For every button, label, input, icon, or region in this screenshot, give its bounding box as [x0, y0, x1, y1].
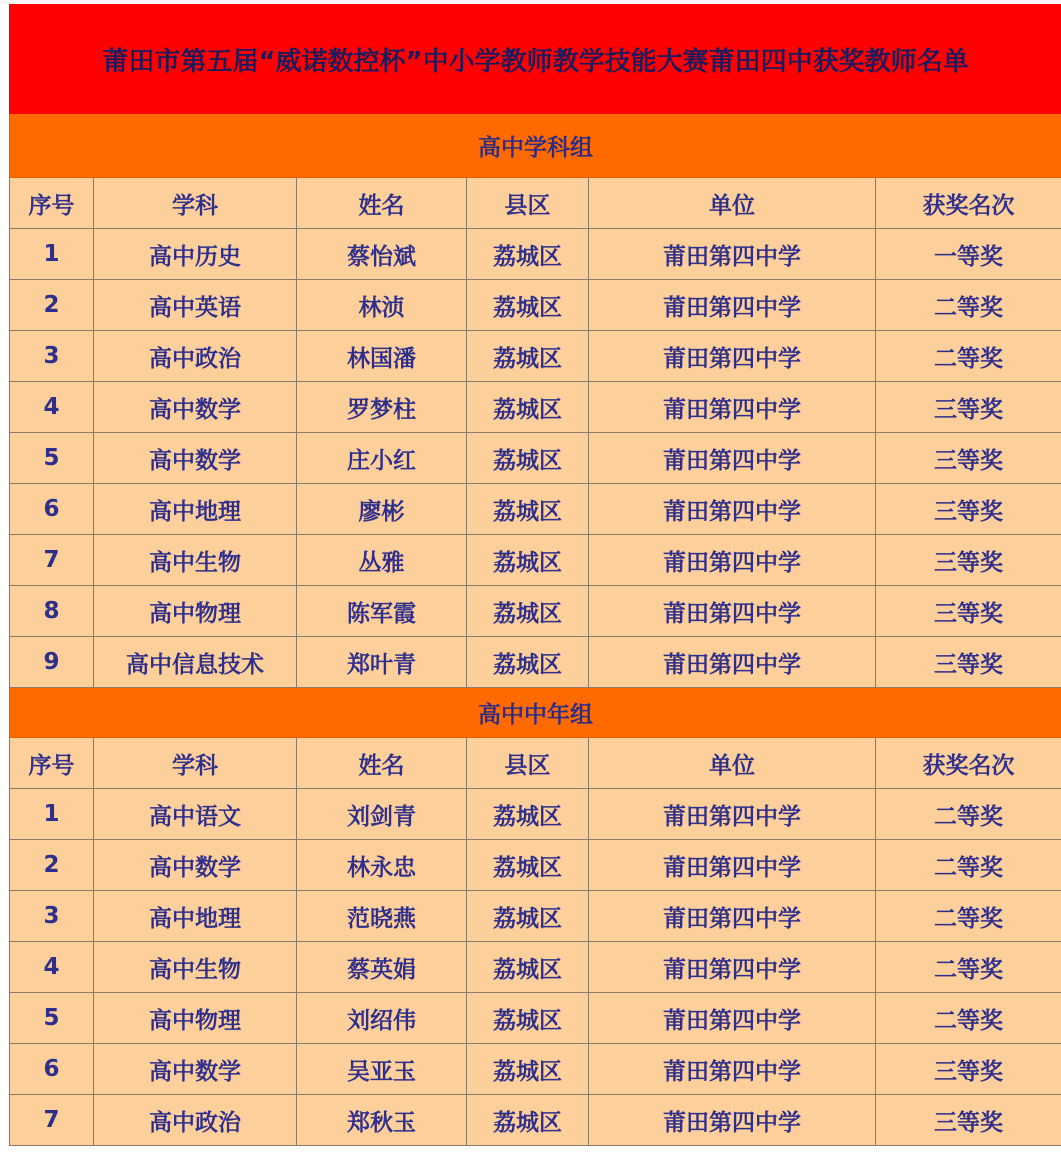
name-cell: 丛雅	[297, 535, 467, 586]
name-cell: 刘剑青	[297, 789, 467, 840]
district-cell: 荔城区	[467, 840, 589, 891]
award-cell: 二等奖	[876, 331, 1061, 382]
group-title: 高中学科组	[10, 114, 1061, 178]
award-table	[9, 4, 1061, 1146]
unit-cell: 莆田第四中学	[589, 1044, 876, 1095]
name-cell: 陈军霞	[297, 586, 467, 637]
index-cell: 3	[10, 331, 94, 382]
district-cell: 荔城区	[467, 433, 589, 484]
header-subject: 学科	[94, 178, 297, 229]
district-cell: 荔城区	[467, 382, 589, 433]
index-cell: 7	[10, 1095, 94, 1146]
unit-cell: 莆田第四中学	[589, 1095, 876, 1146]
unit-cell: 莆田第四中学	[589, 637, 876, 688]
award-cell: 二等奖	[876, 789, 1061, 840]
award-cell: 三等奖	[876, 382, 1061, 433]
award-cell: 三等奖	[876, 535, 1061, 586]
index-cell: 9	[10, 637, 94, 688]
table-row	[10, 382, 1061, 433]
table-row	[10, 535, 1061, 586]
table-row	[10, 280, 1061, 331]
award-cell: 二等奖	[876, 280, 1061, 331]
unit-cell: 莆田第四中学	[589, 993, 876, 1044]
award-cell: 三等奖	[876, 586, 1061, 637]
table-row	[10, 1095, 1061, 1146]
award-cell: 二等奖	[876, 840, 1061, 891]
index-cell: 4	[10, 942, 94, 993]
subject-cell: 高中物理	[94, 586, 297, 637]
index-cell: 7	[10, 535, 94, 586]
district-cell: 荔城区	[467, 789, 589, 840]
award-cell: 三等奖	[876, 637, 1061, 688]
subject-cell: 高中语文	[94, 789, 297, 840]
district-cell: 荔城区	[467, 535, 589, 586]
table-row	[10, 1044, 1061, 1095]
district-cell: 荔城区	[467, 229, 589, 280]
table-header-row	[10, 738, 1061, 789]
unit-cell: 莆田第四中学	[589, 229, 876, 280]
award-cell: 一等奖	[876, 229, 1061, 280]
subject-cell: 高中生物	[94, 942, 297, 993]
district-cell: 荔城区	[467, 993, 589, 1044]
unit-cell: 莆田第四中学	[589, 433, 876, 484]
index-cell: 5	[10, 993, 94, 1044]
index-cell: 2	[10, 280, 94, 331]
index-cell: 2	[10, 840, 94, 891]
header-award: 获奖名次	[876, 738, 1061, 789]
name-cell: 林永忠	[297, 840, 467, 891]
district-cell: 荔城区	[467, 586, 589, 637]
header-index: 序号	[10, 738, 94, 789]
header-award: 获奖名次	[876, 178, 1061, 229]
table-row	[10, 891, 1061, 942]
name-cell: 林国潘	[297, 331, 467, 382]
subject-cell: 高中信息技术	[94, 637, 297, 688]
award-cell: 三等奖	[876, 433, 1061, 484]
unit-cell: 莆田第四中学	[589, 484, 876, 535]
name-cell: 刘绍伟	[297, 993, 467, 1044]
award-cell: 三等奖	[876, 1044, 1061, 1095]
index-cell: 4	[10, 382, 94, 433]
index-cell: 5	[10, 433, 94, 484]
table-header-row	[10, 178, 1061, 229]
award-cell: 三等奖	[876, 1095, 1061, 1146]
unit-cell: 莆田第四中学	[589, 586, 876, 637]
header-name: 姓名	[297, 178, 467, 229]
table-row	[10, 229, 1061, 280]
name-cell: 蔡英娟	[297, 942, 467, 993]
district-cell: 荔城区	[467, 484, 589, 535]
name-cell: 郑秋玉	[297, 1095, 467, 1146]
name-cell: 庄小红	[297, 433, 467, 484]
header-district: 县区	[467, 738, 589, 789]
index-cell: 6	[10, 1044, 94, 1095]
header-unit: 单位	[589, 178, 876, 229]
header-subject: 学科	[94, 738, 297, 789]
index-cell: 8	[10, 586, 94, 637]
award-cell: 二等奖	[876, 891, 1061, 942]
title-row	[10, 5, 1061, 114]
name-cell: 林浈	[297, 280, 467, 331]
award-cell: 三等奖	[876, 484, 1061, 535]
subject-cell: 高中数学	[94, 382, 297, 433]
index-cell: 1	[10, 789, 94, 840]
group-row	[10, 114, 1061, 178]
subject-cell: 高中政治	[94, 1095, 297, 1146]
header-unit: 单位	[589, 738, 876, 789]
subject-cell: 高中物理	[94, 993, 297, 1044]
index-cell: 3	[10, 891, 94, 942]
table-row	[10, 433, 1061, 484]
table-row	[10, 586, 1061, 637]
group-title: 高中中年组	[10, 688, 1061, 738]
subject-cell: 高中数学	[94, 433, 297, 484]
unit-cell: 莆田第四中学	[589, 789, 876, 840]
unit-cell: 莆田第四中学	[589, 382, 876, 433]
index-cell: 1	[10, 229, 94, 280]
index-cell: 6	[10, 484, 94, 535]
subject-cell: 高中地理	[94, 891, 297, 942]
unit-cell: 莆田第四中学	[589, 280, 876, 331]
header-name: 姓名	[297, 738, 467, 789]
table-row	[10, 331, 1061, 382]
subject-cell: 高中数学	[94, 1044, 297, 1095]
unit-cell: 莆田第四中学	[589, 840, 876, 891]
subject-cell: 高中英语	[94, 280, 297, 331]
table-row	[10, 942, 1061, 993]
table-row	[10, 789, 1061, 840]
header-district: 县区	[467, 178, 589, 229]
name-cell: 范晓燕	[297, 891, 467, 942]
unit-cell: 莆田第四中学	[589, 891, 876, 942]
name-cell: 郑叶青	[297, 637, 467, 688]
group-row	[10, 688, 1061, 738]
page-title: 莆田市第五届“威诺数控杯”中小学教师教学技能大赛莆田四中获奖教师名单	[10, 5, 1061, 114]
subject-cell: 高中数学	[94, 840, 297, 891]
table-row	[10, 637, 1061, 688]
table-row	[10, 993, 1061, 1044]
unit-cell: 莆田第四中学	[589, 535, 876, 586]
name-cell: 罗梦柱	[297, 382, 467, 433]
unit-cell: 莆田第四中学	[589, 331, 876, 382]
name-cell: 吴亚玉	[297, 1044, 467, 1095]
award-cell: 二等奖	[876, 942, 1061, 993]
district-cell: 荔城区	[467, 637, 589, 688]
district-cell: 荔城区	[467, 1044, 589, 1095]
header-index: 序号	[10, 178, 94, 229]
subject-cell: 高中政治	[94, 331, 297, 382]
district-cell: 荔城区	[467, 280, 589, 331]
unit-cell: 莆田第四中学	[589, 942, 876, 993]
award-cell: 二等奖	[876, 993, 1061, 1044]
table-row	[10, 484, 1061, 535]
name-cell: 蔡怡斌	[297, 229, 467, 280]
table-row	[10, 840, 1061, 891]
district-cell: 荔城区	[467, 1095, 589, 1146]
district-cell: 荔城区	[467, 331, 589, 382]
subject-cell: 高中生物	[94, 535, 297, 586]
district-cell: 荔城区	[467, 891, 589, 942]
district-cell: 荔城区	[467, 942, 589, 993]
subject-cell: 高中历史	[94, 229, 297, 280]
subject-cell: 高中地理	[94, 484, 297, 535]
name-cell: 廖彬	[297, 484, 467, 535]
